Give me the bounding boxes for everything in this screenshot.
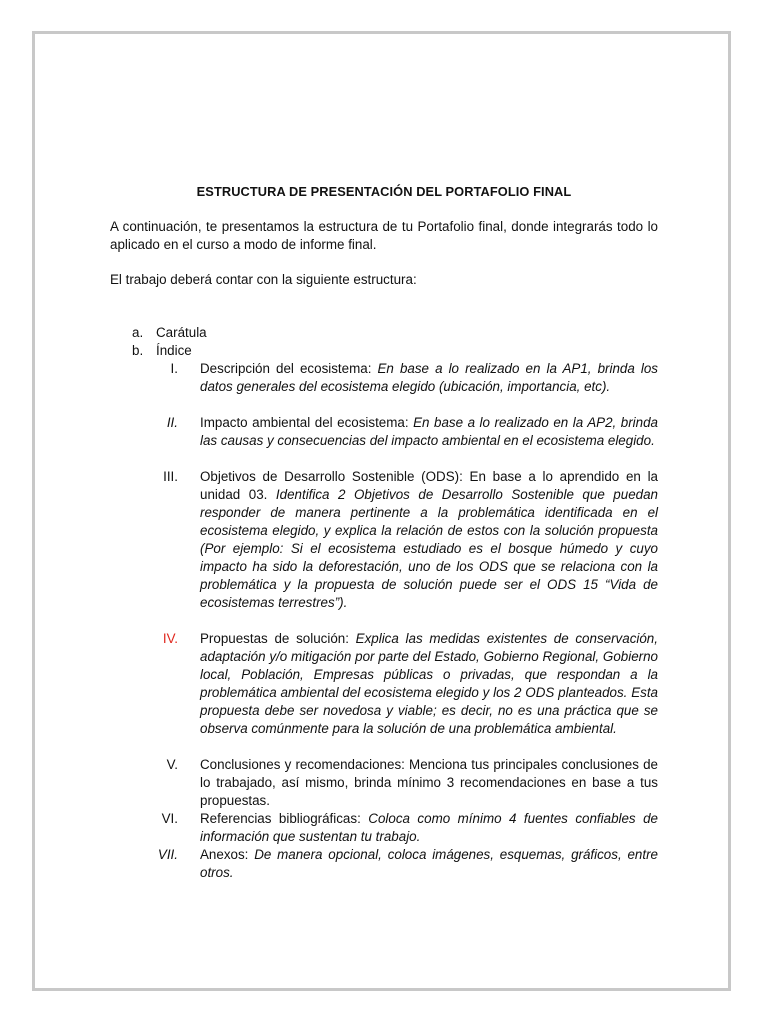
section-detail: De manera opcional, coloca imágenes, esquemas, gráficos, entre otros. (200, 847, 658, 880)
section-item-anexos (110, 846, 658, 882)
section-item-referencias (110, 810, 658, 846)
section-detail: Coloca como mínimo 4 fuentes confiables de información que sustentan tu trabajo. (200, 811, 658, 844)
section-item-descripcion (110, 360, 658, 396)
section-text (178, 468, 658, 612)
section-marker: VI. (161, 811, 178, 826)
list-item-label: Índice (156, 343, 192, 358)
alpha-list (110, 324, 658, 360)
section-item-conclusiones (110, 756, 658, 810)
section-detail: En base a lo realizado en la AP2, brinda las causas y consecuencias del impacto ambiental en el ecosistema elegido. (200, 415, 658, 448)
structure-intro-paragraph: El trabajo deberá contar con la siguiente estructura: (110, 272, 417, 287)
section-label: Propuestas de solución: (200, 631, 356, 646)
document-title: ESTRUCTURA DE PRESENTACIÓN DEL PORTAFOLIO FINAL (196, 184, 572, 199)
section-marker: III. (163, 469, 178, 484)
list-item-label: Carátula (156, 325, 207, 340)
section-item-propuestas (110, 630, 658, 738)
section-label: Descripción del ecosistema: (200, 361, 378, 376)
section-detail: En base a lo realizado en la AP1, brinda los datos generales del ecosistema elegido (ubicación, importancia, etc). (200, 361, 658, 394)
section-text (178, 630, 658, 738)
section-marker: I. (170, 361, 178, 376)
section-marker: VII. (157, 847, 178, 862)
section-label: Referencias bibliográficas: (200, 811, 369, 826)
section-text (178, 414, 658, 450)
roman-list (110, 360, 658, 882)
section-text (178, 756, 658, 810)
list-item-indice (132, 342, 658, 360)
section-label: Anexos: (200, 847, 255, 862)
section-label: Impacto ambiental del ecosistema: (200, 415, 414, 430)
list-marker: b. (132, 343, 144, 358)
section-item-ods (110, 468, 658, 612)
section-marker: V. (166, 757, 178, 772)
page-content (110, 183, 658, 882)
list-marker: a. (132, 325, 144, 340)
section-marker: IV. (162, 631, 178, 646)
section-marker: II. (166, 415, 178, 430)
section-text (178, 810, 658, 846)
section-label: Objetivos de Desarrollo Sostenible (ODS): En base a lo aprendido en la unidad 03. (200, 469, 658, 502)
section-detail: Identifica 2 Objetivos de Desarrollo Sostenible que puedan responder de manera pertinente a la problemática identificada en el ecosistema elegido, y explica la relación de estos con la solución propuesta (Por ejemplo: Si el ecosistema estudiado es el bosque húmedo y cuyo impacto ha sido la deforestación, uno de los ODS que se relaciona con la problemática y la propuesta de solución puede ser el ODS 15 “Vida de ecosistemas terrestres”). (200, 487, 658, 610)
section-text (178, 360, 658, 396)
section-detail: Explica las medidas existentes de conservación, adaptación y/o mitigación por parte del Estado, Gobierno Regional, Gobierno local, Población, Empresas públicas o privadas, que respondan a la problemática ambiental del ecosistema elegido y los 2 ODS planteados. Esta propuesta debe ser novedosa y viable; es decir, no es una práctica que se observa comúnmente para la solución de una problemática ambiental. (200, 631, 658, 736)
section-text (178, 846, 658, 882)
section-label: Conclusiones y recomendaciones: Menciona tus principales conclusiones de lo trabajado, así mismo, brinda mínimo 3 recomendaciones en base a tus propuestas. (200, 757, 658, 808)
section-item-impacto (110, 414, 658, 450)
list-item-caratula (132, 324, 658, 342)
intro-paragraph: A continuación, te presentamos la estructura de tu Portafolio final, donde integrarás todo lo aplicado en el curso a modo de informe final. (110, 219, 658, 252)
